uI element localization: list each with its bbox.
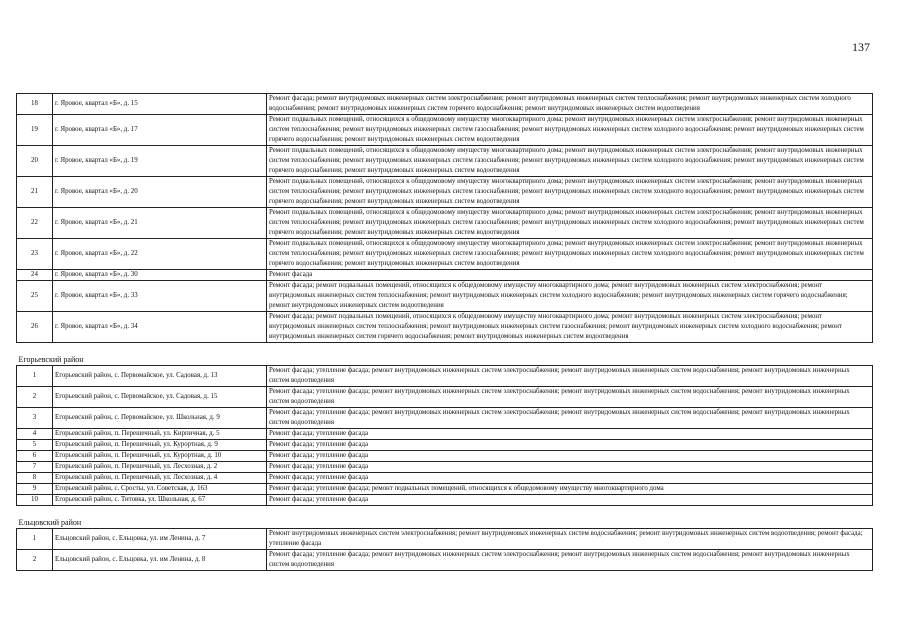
row-number-cell: 21 <box>17 177 53 208</box>
table-row <box>17 115 873 146</box>
row-number-cell: 4 <box>17 429 53 440</box>
row-number-cell: 10 <box>17 495 53 506</box>
row-number-cell: 25 <box>17 281 53 312</box>
row-number-cell: 6 <box>17 451 53 462</box>
works-cell: Ремонт фасада; утепление фасада <box>267 462 873 473</box>
row-number-cell: 23 <box>17 239 53 270</box>
address-cell: г. Яровое, квартал «Б», д. 19 <box>53 146 267 177</box>
district-name <box>17 343 873 366</box>
works-cell: Ремонт фасада; утепление фасада <box>267 495 873 506</box>
row-number-cell: 1 <box>17 366 53 387</box>
table-row <box>17 495 873 506</box>
row-number-cell: 24 <box>17 270 53 281</box>
table-row <box>17 270 873 281</box>
table-row <box>17 408 873 429</box>
address-cell: Егорьевский район, с. Первомайское, ул. Садовая, д. 13 <box>53 366 267 387</box>
row-number-cell: 2 <box>17 387 53 408</box>
row-number-cell: 18 <box>17 94 53 115</box>
works-cell: Ремонт фасада <box>267 270 873 281</box>
address-cell: г. Яровое, квартал «Б», д. 15 <box>53 94 267 115</box>
address-cell: г. Яровое, квартал «Б», д. 33 <box>53 281 267 312</box>
row-number-cell: 1 <box>17 529 53 550</box>
works-cell: Ремонт фасада; утепление фасада <box>267 440 873 451</box>
table-row <box>17 462 873 473</box>
table-row <box>17 550 873 571</box>
table-row <box>17 177 873 208</box>
table-row <box>17 146 873 177</box>
table-row <box>17 451 873 462</box>
row-number-cell: 9 <box>17 484 53 495</box>
table-row <box>17 239 873 270</box>
works-cell: Ремонт фасада; утепление фасада; ремонт подвальных помещений, относящихся к общедомовому имуществу многоквартирного дома <box>267 484 873 495</box>
table-row <box>17 281 873 312</box>
works-cell: Ремонт подвальных помещений, относящихся к общедомовому имуществу многоквартирного дома; ремонт внутридомовых инженерных систем электроснабжения; ремонт внутридомовых инженерных систем теплоснабжения; ремонт внутридомовых инженерных систем газоснабжения; ремонт внутридомовых инженерных систем холодного водоснабжения; ремонт внутридомовых инженерных систем горячего водоснабжения; ремонт внутридомовых инженерных систем водоотведения <box>267 239 873 270</box>
row-number-cell: 5 <box>17 440 53 451</box>
works-cell: Ремонт подвальных помещений, относящихся к общедомовому имуществу многоквартирного дома; ремонт внутридомовых инженерных систем электроснабжения; ремонт внутридомовых инженерных систем теплоснабжения; ремонт внутридомовых инженерных систем газоснабжения; ремонт внутридомовых инженерных систем холодного водоснабжения; ремонт внутридомовых инженерных систем горячего водоснабжения; ремонт внутридомовых инженерных систем водоотведения <box>267 208 873 239</box>
address-cell: Егорьевский район, с. Титовка, ул. Школьная, д. 67 <box>53 495 267 506</box>
district-label: Егорьевский район <box>18 355 84 364</box>
table-row <box>17 484 873 495</box>
works-cell: Ремонт фасада; ремонт подвальных помещений, относящихся к общедомовому имуществу многоквартирного дома; ремонт внутридомовых инженерных систем электроснабжения; ремонт внутридомовых инженерных систем теплоснабжения; ремонт внутридомовых инженерных систем газоснабжения; ремонт внутридомовых инженерных систем холодного водоснабжения; ремонт внутридомовых инженерных систем горячего водоснабжения; ремонт внутридомовых инженерных систем водоотведения <box>267 312 873 343</box>
works-cell: Ремонт фасада; утепление фасада <box>267 473 873 484</box>
table-row <box>17 429 873 440</box>
works-cell: Ремонт фасада; утепление фасада; ремонт внутридомовых инженерных систем электроснабжения; ремонт внутридомовых инженерных систем водоснабжения; ремонт внутридомовых инженерных систем водоотведения <box>267 387 873 408</box>
table-row <box>17 387 873 408</box>
page-number: 137 <box>852 40 870 54</box>
district-name <box>17 506 873 529</box>
address-cell: Егорьевский район, п. Перешечный, ул. Курортная, д. 9 <box>53 440 267 451</box>
address-cell: Егорьевский район, с. Первомайское, ул. Школьная, д. 9 <box>53 408 267 429</box>
works-cell: Ремонт фасада; утепление фасада; ремонт внутридомовых инженерных систем электроснабжения; ремонт внутридомовых инженерных систем водоснабжения; ремонт внутридомовых инженерных систем водоотведения <box>267 408 873 429</box>
address-cell: Егорьевский район, п. Перешечный, ул. Лесхозная, д. 2 <box>53 462 267 473</box>
district-label: Ельцовский район <box>18 518 82 527</box>
address-cell: Ельцовский район, с. Ельцовка, ул. им Ленина, д. 8 <box>53 550 267 571</box>
address-cell: г. Яровое, квартал «Б», д. 22 <box>53 239 267 270</box>
table-row <box>17 529 873 550</box>
works-cell: Ремонт фасада; утепление фасада <box>267 451 873 462</box>
row-number-cell: 22 <box>17 208 53 239</box>
works-cell: Ремонт подвальных помещений, относящихся к общедомовому имуществу многоквартирного дома; ремонт внутридомовых инженерных систем электроснабжения; ремонт внутридомовых инженерных систем теплоснабжения; ремонт внутридомовых инженерных систем газоснабжения; ремонт внутридомовых инженерных систем холодного водоснабжения; ремонт внутридомовых инженерных систем горячего водоснабжения; ремонт внутридомовых инженерных систем водоотведения <box>267 177 873 208</box>
table-row <box>17 94 873 115</box>
works-cell: Ремонт фасада; утепление фасада; ремонт внутридомовых инженерных систем электроснабжения; ремонт внутридомовых инженерных систем водоснабжения; ремонт внутридомовых инженерных систем водоотведения <box>267 550 873 571</box>
table-row <box>17 312 873 343</box>
repair-program-table <box>16 93 873 571</box>
row-number-cell: 19 <box>17 115 53 146</box>
row-number-cell: 2 <box>17 550 53 571</box>
works-cell: Ремонт фасада; утепление фасада; ремонт внутридомовых инженерных систем электроснабжения; ремонт внутридомовых инженерных систем водоснабжения; ремонт внутридомовых инженерных систем водоотведения <box>267 366 873 387</box>
table-body <box>17 94 873 571</box>
address-cell: г. Яровое, квартал «Б», д. 17 <box>53 115 267 146</box>
address-cell: Егорьевский район, п. Перешечный, ул. Лесхозная, д. 4 <box>53 473 267 484</box>
address-cell: Ельцовский район, с. Ельцовка, ул. им Ленина, д. 7 <box>53 529 267 550</box>
works-cell: Ремонт подвальных помещений, относящихся к общедомовому имуществу многоквартирного дома; ремонт внутридомовых инженерных систем электроснабжения; ремонт внутридомовых инженерных систем теплоснабжения; ремонт внутридомовых инженерных систем газоснабжения; ремонт внутридомовых инженерных систем холодного водоснабжения; ремонт внутридомовых инженерных систем горячего водоснабжения; ремонт внутридомовых инженерных систем водоотведения <box>267 146 873 177</box>
address-cell: Егорьевский район, п. Перешечный, ул. Кирпичная, д. 5 <box>53 429 267 440</box>
address-cell: г. Яровое, квартал «Б», д. 21 <box>53 208 267 239</box>
district-header-row <box>17 343 873 366</box>
works-cell: Ремонт фасада; утепление фасада <box>267 429 873 440</box>
table-row <box>17 366 873 387</box>
table-row <box>17 440 873 451</box>
works-cell: Ремонт фасада; ремонт внутридомовых инженерных систем электроснабжения; ремонт внутридомовых инженерных систем теплоснабжения; ремонт внутридомовых инженерных систем холодного водоснабжения; ремонт внутридомовых инженерных систем горячего водоснабжения; ремонт внутридомовых инженерных систем водоотведения <box>267 94 873 115</box>
address-cell: г. Яровое, квартал «Б», д. 34 <box>53 312 267 343</box>
row-number-cell: 8 <box>17 473 53 484</box>
table-row <box>17 473 873 484</box>
address-cell: г. Яровое, квартал «Б», д. 20 <box>53 177 267 208</box>
table-row <box>17 208 873 239</box>
works-cell: Ремонт внутридомовых инженерных систем электроснабжения; ремонт внутридомовых инженерных систем водоснабжения; ремонт внутридомовых инженерных систем водоотведения; ремонт фасада; утепление фасада <box>267 529 873 550</box>
address-cell: Егорьевский район, п. Перешечный, ул. Курортная, д. 10 <box>53 451 267 462</box>
address-cell: Егорьевский район, с. Первомайское, ул. Садовая, д. 15 <box>53 387 267 408</box>
works-cell: Ремонт фасада; ремонт подвальных помещений, относящихся к общедомовому имуществу многоквартирного дома; ремонт внутридомовых инженерных систем электроснабжения; ремонт внутридомовых инженерных систем теплоснабжения; ремонт внутридомовых инженерных систем холодного водоснабжения; ремонт внутридомовых инженерных систем горячего водоснабжения; ремонт внутридомовых инженерных систем водоотведения <box>267 281 873 312</box>
row-number-cell: 7 <box>17 462 53 473</box>
row-number-cell: 3 <box>17 408 53 429</box>
row-number-cell: 20 <box>17 146 53 177</box>
row-number-cell: 26 <box>17 312 53 343</box>
address-cell: Егорьевский район, с. Сросты, ул. Советская, д. 163 <box>53 484 267 495</box>
works-cell: Ремонт подвальных помещений, относящихся к общедомовому имуществу многоквартирного дома; ремонт внутридомовых инженерных систем электроснабжения; ремонт внутридомовых инженерных систем теплоснабжения; ремонт внутридомовых инженерных систем газоснабжения; ремонт внутридомовых инженерных систем холодного водоснабжения; ремонт внутридомовых инженерных систем горячего водоснабжения; ремонт внутридомовых инженерных систем водоотведения <box>267 115 873 146</box>
district-header-row <box>17 506 873 529</box>
address-cell: г. Яровое, квартал «Б», д. 30 <box>53 270 267 281</box>
